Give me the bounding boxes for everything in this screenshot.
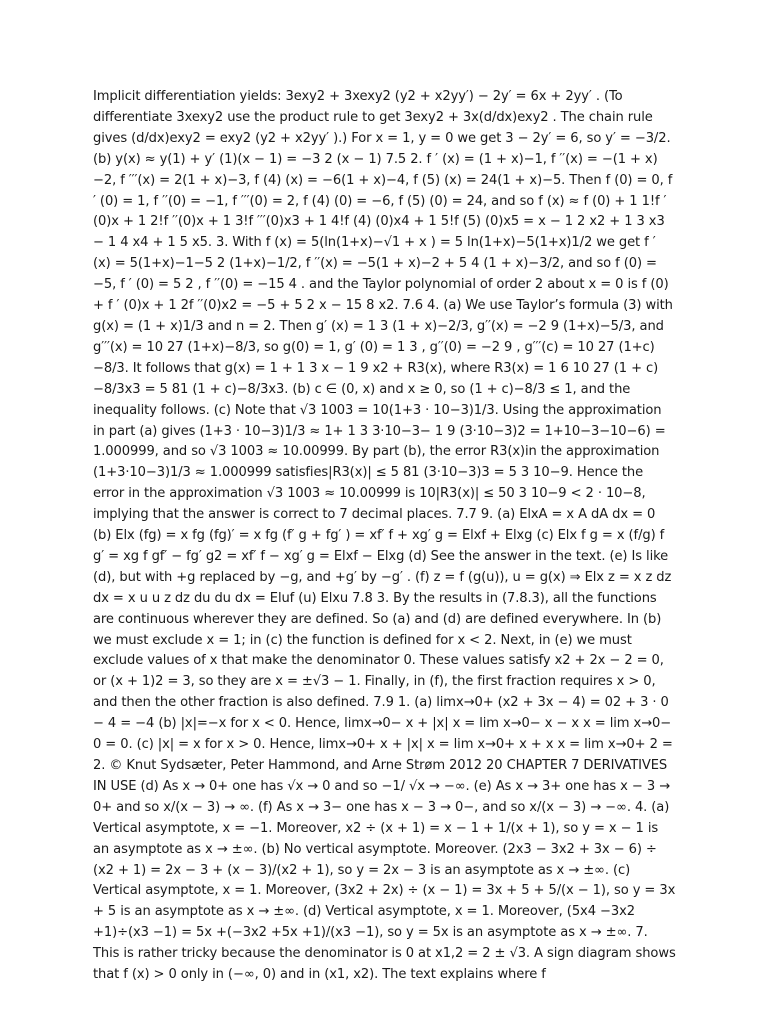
body-text: Implicit differentiation yields: 3exy2 + 3xexy2 (y2 + x2yy′) − 2y′ = 6x + 2yy′ . (To differentiate 3xexy2 use the product rule to get 3exy2 + 3x(d/dx)exy2 . The chain rule gives (d/dx)exy2 = exy2 (y2 + x2yy′ ).) For x = 1, y = 0 we get 3 − 2y′ = 6, so y′ = −3/2. (b) y(x) ≈ y(1) + y′ (1)(x − 1) = −3 2 (x − 1) 7.5 2. f ′ (x) = (1 + x)−1, f ′′(x) = −(1 + x)−2, f ′′′(x) = 2(1 + x)−3, f (4) (x) = −6(1 + x)−4, f (5) (x) = 24(1 + x)−5. Then f (0) = 0, f ′ (0) = 1, f ′′(0) = −1, f ′′′(0) = 2, f (4) (0) = −6, f (5) (0) = 24, and so f (x) ≈ f (0) + 1 1!f ′ (0)x + 1 2!f ′′(0)x + 1 3!f ′′′(0)x3 + 1 4!f (4) (0)x4 + 1 5!f (5) (0)x5 = x − 1 2 x2 + 1 3 x3 − 1 4 x4 + 1 5 x5. 3. With f (x) = 5(ln(1+x)−√1 + x ) = 5 ln(1+x)−5(1+x)1/2 we get f ′ (x) = 5(1+x)−1−5 2 (1+x)−1/2, f ′′(x) = −5(1 + x)−2 + 5 4 (1 + x)−3/2, and so f (0) = −5, f ′ (0) = 5 2 , f ′′(0) = −15 4 . and the Taylor polynomial of order 2 about x = 0 is f (0) + f ′ (0)x + 1 2f ′′(0)x2 = −5 + 5 2 x − 15 8 x2. 7.6 4. (a) We use Taylor’s formula (3) with g(x) = (1 + x)1/3 and n = 2. Then g′ (x) = 1 3 (1 + x)−2/3, g′′(x) = −2 9 (1+x)−5/3, and g′′′(x) = 10 27 (1+x)−8/3, so g(0) = 1, g′ (0) = 1 3 , g′′(0) = −2 9 , g′′′(c) = 10 27 (1+c)−8/3. It follows that g(x) = 1 + 1 3 x − 1 9 x2 + R3(x), where R3(x) = 1 6 10 27 (1 + c)−8/3x3 = 5 81 (1 + c)−8/3x3. (b) c ∈ (0, x) and x ≥ 0, so (1 + c)−8/3 ≤ 1, and the inequality follows. (c) Note that √3 1003 = 10(1+3 · 10−3)1/3. Using the approximation in part (a) gives (1+3 · 10−3)1/3 ≈ 1+ 1 3 3·10−3− 1 9 (3·10−3)2 = 1+10−3−10−6) = 1.000999, and so √3 1003 ≈ 10.00999. By part (b), the error R3(x)in the approximation (1+3·10−3)1/3 ≈ 1.000999 satisfies|R3(x)| ≤ 5 81 (3·10−3)3 = 5 3 10−9. Hence the error in the approximation √3 1003 ≈ 10.00999 is 10|R3(x)| ≤ 50 3 10−9 < 2 · 10−8, implying that the answer is correct to 7 decimal places. 7.7 9. (a) ElxA = x A dA dx = 0 (b) Elx (fg) = x fg (fg)′ = x fg (f′ g + fg′ ) = xf′ f + xg′ g = Elxf + Elxg (c) Elx f g = x (f/g) f g′ = xg f gf′ − fg′ g2 = xf′ f − xg′ g = Elxf − Elxg (d) See the answer in the text. (e) Is like (d), but with +g replaced by −g, and +g′ by −g′ . (f) z = f (g(u)), u = g(x) ⇒ Elx z = x z dz dx = x u u z dz du du dx = Eluf (u) Elxu 7.8 3. By the results in (7.8.3), all the functions are continuous wherever they are defined. So (a) and (d) are defined everywhere. In (b) we must exclude x = 1; in (c) the function is defined for x < 2. Next, in (e) we must exclude values of x that make the denominator 0. These values satisfy x2 + 2x − 2 = 0, or (x + 1)2 = 3, so they are x = ±√3 − 1. Finally, in (f), the first fraction requires x > 0, and then the other fraction is also defined. 7.9 1. (a) limx→0+ (x2 + 3x − 4) = 02 + 3 · 0 − 4 = −4 (b) |x|=−x for x < 0. Hence, limx→0− x + |x| x = lim x→0− x − x x = lim x→0− 0 = 0. (c) |x| = x for x > 0. Hence, limx→0+ x + |x| x = lim x→0+ x + x x = lim x→0+ 2 = 2. © Knut Sydsæter, Peter Hammond, and Arne Strøm 2012 20 CHAPTER 7 DERIVATIVES IN USE (d) As x → 0+ one has √x → 0 and so −1/ √x → −∞. (e) As x → 3+ one has x − 3 → 0+ and so x/(x − 3) → ∞. (f) As x → 3− one has x − 3 → 0−, and so x/(x − 3) → −∞. 4. (a) Vertical asymptote, x = −1. Moreover, x2 ÷ (x + 1) = x − 1 + 1/(x + 1), so y = x − 1 is an asymptote as x → ±∞. (b) No vertical asymptote. Moreover. (2x3 − 3x2 + 3x − 6) ÷ (x2 + 1) = 2x − 3 + (x − 3)/(x2 + 1), so y = 2x − 3 is an asymptote as x → ±∞. (c) Vertical asymptote, x = 1. Moreover, (3x2 + 2x) ÷ (x − 1) = 3x + 5 + 5/(x − 1), so y = 3x + 5 is an asymptote as x → ±∞. (d) Vertical asymptote, x = 1. Moreover, (5x4 −3x2 +1)÷(x3 −1) = 5x +(−3x2 +5x +1)/(x3 −1), so y = 5x is an asymptote as x → ±∞. 7. This is rather tricky because the denominator is 0 at x1,2 = 2 ± √3. A sign diagram shows that f (x) > 0 only in (−∞, 0) and in (x1, x2). The text explains where f: [93, 89, 676, 983]
